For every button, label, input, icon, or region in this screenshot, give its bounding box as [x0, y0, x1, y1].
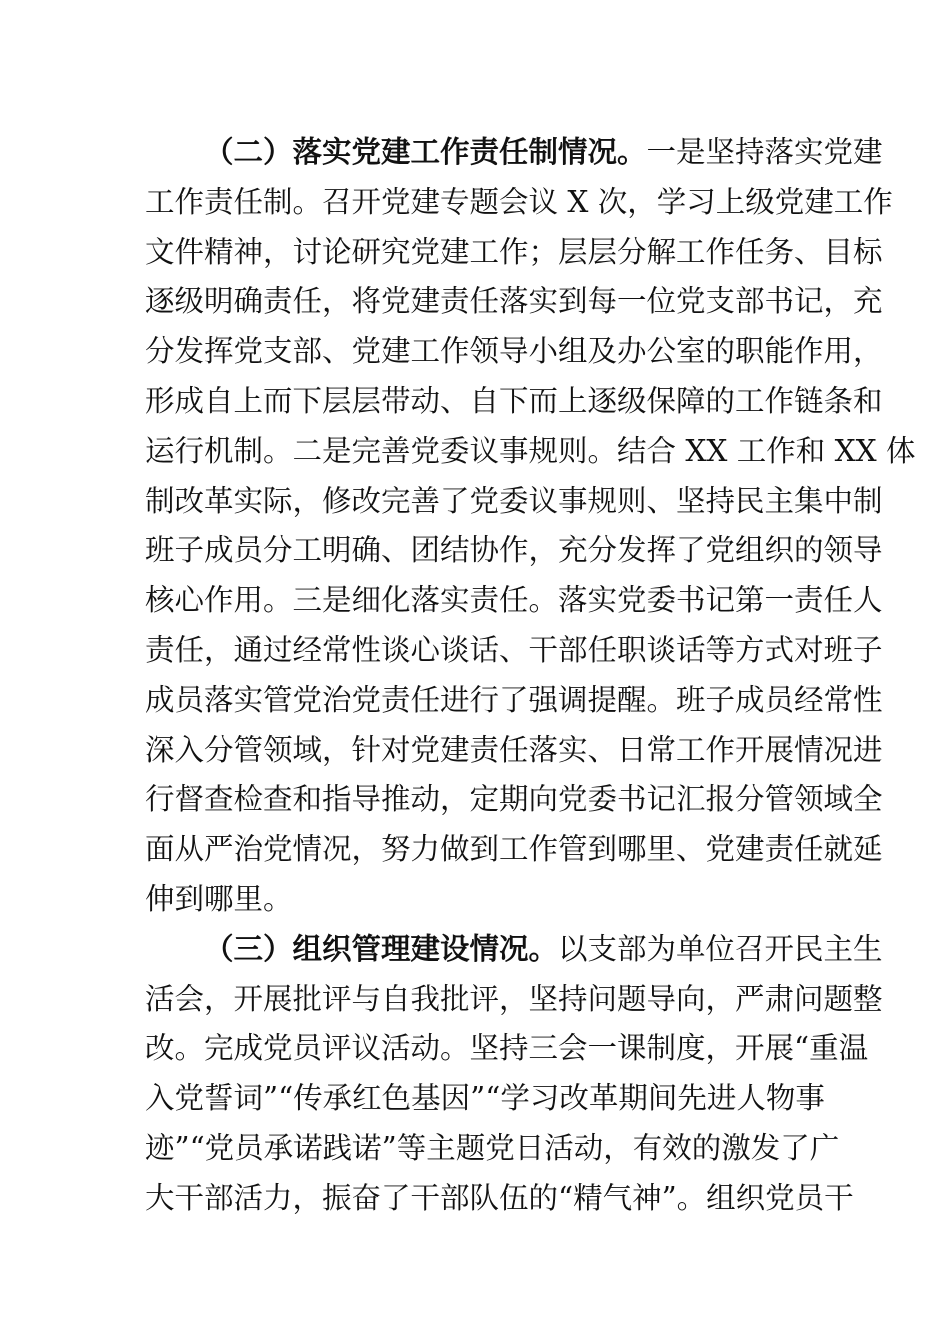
paragraph-line: 入党誓词”“传承红色基因”“学习改革期间先进人物事	[145, 1081, 825, 1116]
paragraph-line: 班子成员分工明确、团结协作，充分发挥了党组织的领导	[145, 533, 883, 568]
paragraph-line: 一是坚持落实党建	[646, 135, 883, 169]
section-3-heading: （三）组织管理建设情况。	[204, 931, 559, 966]
paragraph-line: 深入分管领域，针对党建责任落实、日常工作开展情况进	[145, 732, 883, 767]
paragraph-line: 伸到哪里。	[145, 881, 293, 916]
paragraph-line: 成员落实管党治党责任进行了强调提醒。班子成员经常性	[145, 682, 883, 717]
paragraph-line: 迹”“党员承诺践诺”等主题党日活动，有效的激发了广	[145, 1130, 840, 1165]
section-3-first-line	[145, 925, 883, 975]
paragraph-line: 文件精神，讨论研究党建工作；层层分解工作任务、目标	[145, 234, 883, 269]
paragraph-line: 形成自上而下层层带动、自下而上逐级保障的工作链条和	[145, 383, 883, 418]
document-body	[145, 128, 916, 1224]
paragraph-line: 大干部活力，振奋了干部队伍的“精气神”。组织党员干	[145, 1180, 854, 1215]
paragraph-line: 制改革实际，修改完善了党委议事规则、坚持民主集中制	[145, 483, 883, 518]
paragraph-line: 改。完成党员评议活动。坚持三会一课制度，开展“重温	[145, 1031, 869, 1066]
section-2-heading: （二）落实党建工作责任制情况。	[204, 135, 647, 169]
paragraph-line: 运行机制。二是完善党委议事规则。结合 XX 工作和 XX 体	[145, 433, 916, 468]
section-2-first-line	[145, 128, 883, 178]
paragraph-line: 以支部为单位召开民主生	[558, 931, 883, 966]
paragraph-line: 责任，通过经常性谈心谈话、干部任职谈话等方式对班子	[145, 632, 883, 667]
paragraph-line: 活会，开展批评与自我批评，坚持问题导向，严肃问题整	[145, 981, 883, 1016]
paragraph-line: 核心作用。三是细化落实责任。落实党委书记第一责任人	[145, 583, 883, 618]
paragraph-line: 分发挥党支部、党建工作领导小组及办公室的职能作用，	[145, 334, 883, 369]
paragraph-line: 面从严治党情况，努力做到工作管到哪里、党建责任就延	[145, 832, 883, 867]
paragraph-line: 行督查检查和指导推动，定期向党委书记汇报分管领域全	[145, 782, 883, 817]
paragraph-line: 逐级明确责任，将党建责任落实到每一位党支部书记，充	[145, 284, 883, 319]
paragraph-line: 工作责任制。召开党建专题会议 X 次，学习上级党建工作	[145, 184, 893, 219]
